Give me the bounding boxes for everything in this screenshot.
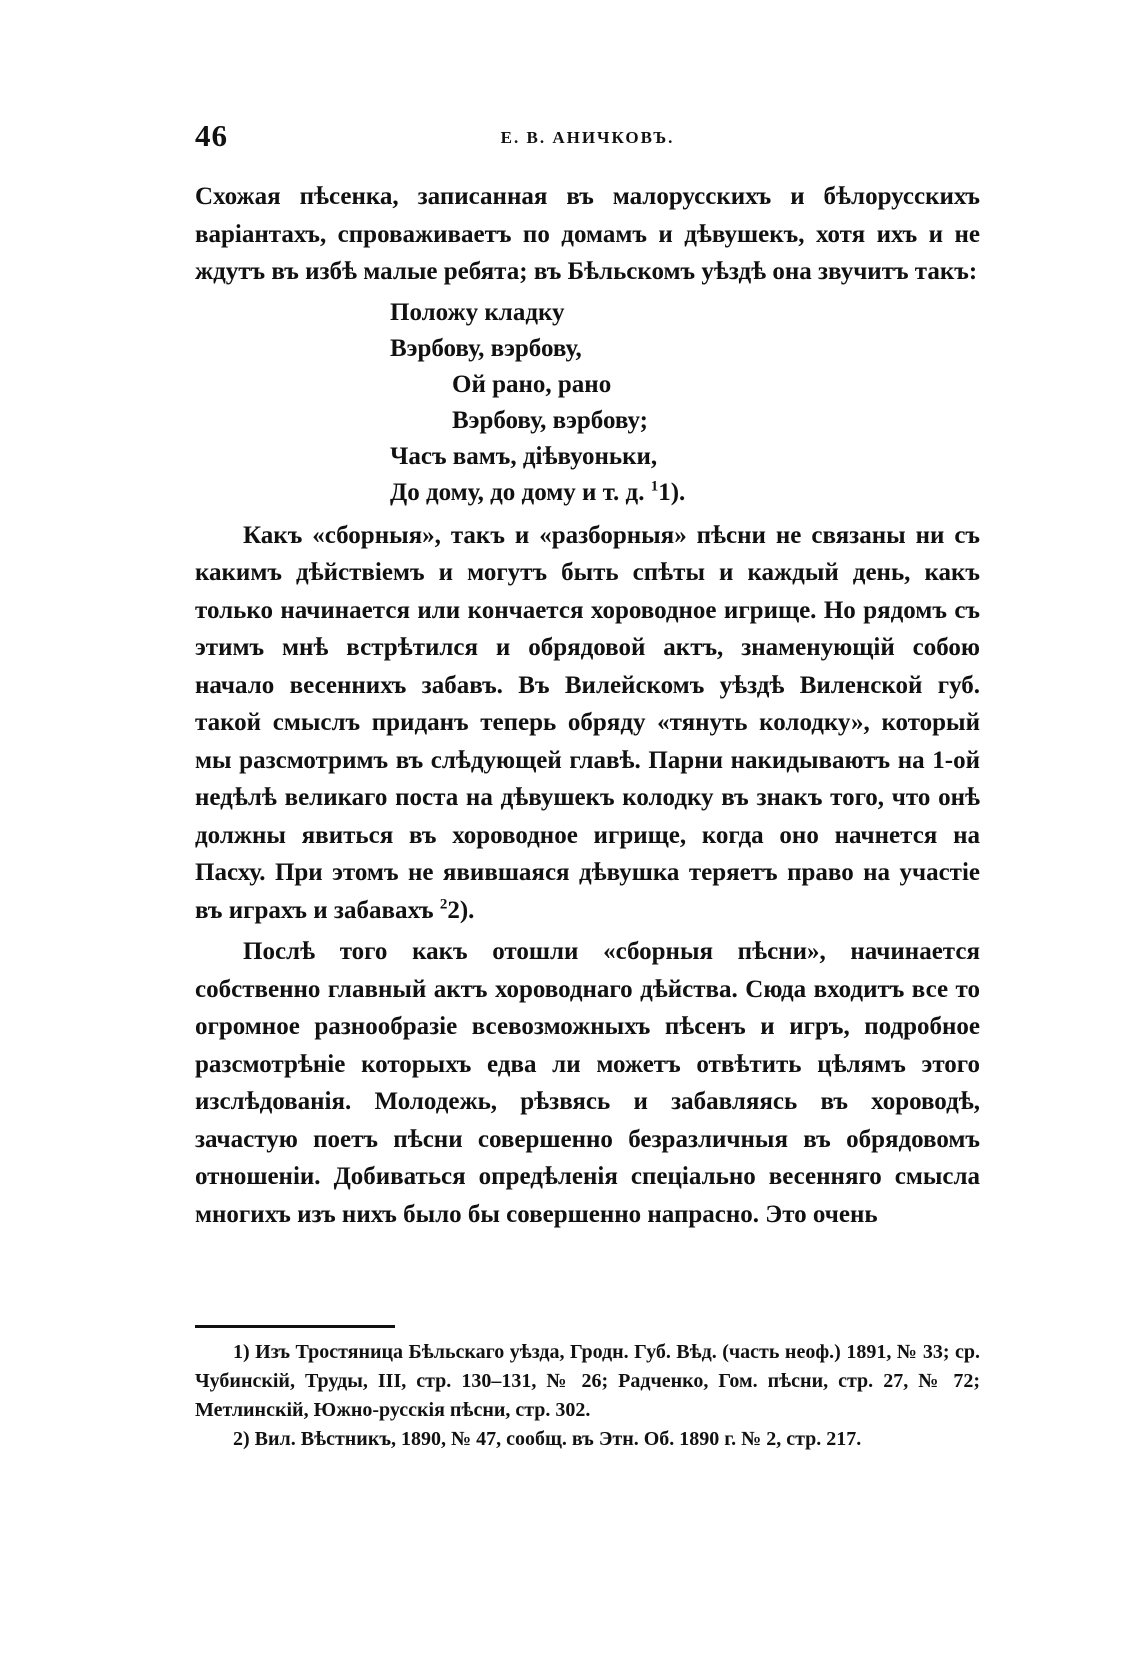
footnote-2: 2) Вил. Вѣстникъ, 1890, № 47, сообщ. въ Этн. Об. 1890 г. № 2, стр. 217.	[233, 1428, 862, 1450]
verse-line: Часъ вамъ, діѣвуоньки,	[390, 442, 658, 470]
paragraph-2-text: Какъ «сборныя», такъ и «разборныя» пѣсни не связаны ни съ какимъ дѣйствіемъ и могутъ быть спѣты и каждый день, какъ только начинается или кончается хороводное игрище. Но рядомъ съ этимъ мнѣ встрѣтился и обрядовой актъ, знаменующій собою начало весеннихъ забавъ. Въ Вилейскомъ уѣздѣ Виленской губ. такой смыслъ приданъ теперь обряду «тянуть колодку», который мы разсмотримъ въ слѣдующей главѣ. Парни накидываютъ на 1-ой недѣлѣ великаго поста на дѣвушекъ колодку въ знакъ того, что онѣ должны явиться въ хороводное игрище, когда оно начнется на Пасху. При этомъ не явившаяся дѣвушка теряетъ право на участіе въ играхъ и забавахъ	[195, 521, 980, 924]
body-text	[195, 178, 980, 1233]
paragraph-2	[195, 517, 980, 930]
page-number: 46	[195, 118, 228, 153]
paragraph-1: Схожая пѣсенка, записанная въ малорусскихъ и бѣлорусскихъ варіантахъ, спроваживаетъ по домамъ и дѣвушекъ, хотя ихъ и не ждутъ въ избѣ малые ребята; въ Бѣльскомъ уѣздѣ она звучитъ такъ:	[195, 183, 980, 285]
footnote-1: 1) Изъ Тростяница Бѣльскаго уѣзда, Гродн. Губ. Вѣд. (часть неоф.) 1891, № 33; ср. Чубинскій, Труды, III, стр. 130–131, № 26; Радченко, Гом. пѣсни, стр. 27, № 72; Метлинскій, Южно-русскія пѣсни, стр. 302.	[195, 1341, 980, 1421]
verse-line: Ой рано, рано	[452, 370, 612, 398]
paragraph-2-end: 2).	[447, 896, 475, 924]
verse-line: Вэрбову, вэрбову;	[452, 406, 648, 434]
verse-block	[195, 295, 980, 511]
paragraph-3: Послѣ того какъ отошли «сборныя пѣсни», начинается собственно главный актъ хороводнаго дѣйства. Сюда входитъ все то огромное разнообразіе всевозможныхъ пѣсенъ и игръ, подробное разсмотрѣніе которыхъ едва ли можетъ отвѣтить цѣлямъ этого изслѣдованія. Молодежь, рѣзвясь и забавляясь въ хороводѣ, зачастую поетъ пѣсни совершенно безразличныя въ обрядовомъ отношеніи. Добиваться опредѣленія спеціально весенняго смысла многихъ изъ нихъ было бы совершенно напрасно. Это очень	[195, 938, 980, 1228]
footnotes	[195, 1338, 980, 1454]
verse-line-last	[390, 475, 980, 511]
verse-line-text: До дому, до дому и т. д.	[390, 478, 645, 506]
footnote-rule	[195, 1325, 395, 1328]
footnote-ref-1: 1	[650, 478, 659, 495]
footnote-ref-2: 2	[439, 896, 448, 913]
verse-line: Положу кладку	[390, 298, 565, 326]
verse-end: 1).	[658, 478, 686, 506]
page-header	[195, 118, 980, 158]
running-head: Е. В. АНИЧКОВЪ.	[500, 128, 675, 147]
verse-line: Вэрбову, вэрбову,	[390, 334, 582, 362]
